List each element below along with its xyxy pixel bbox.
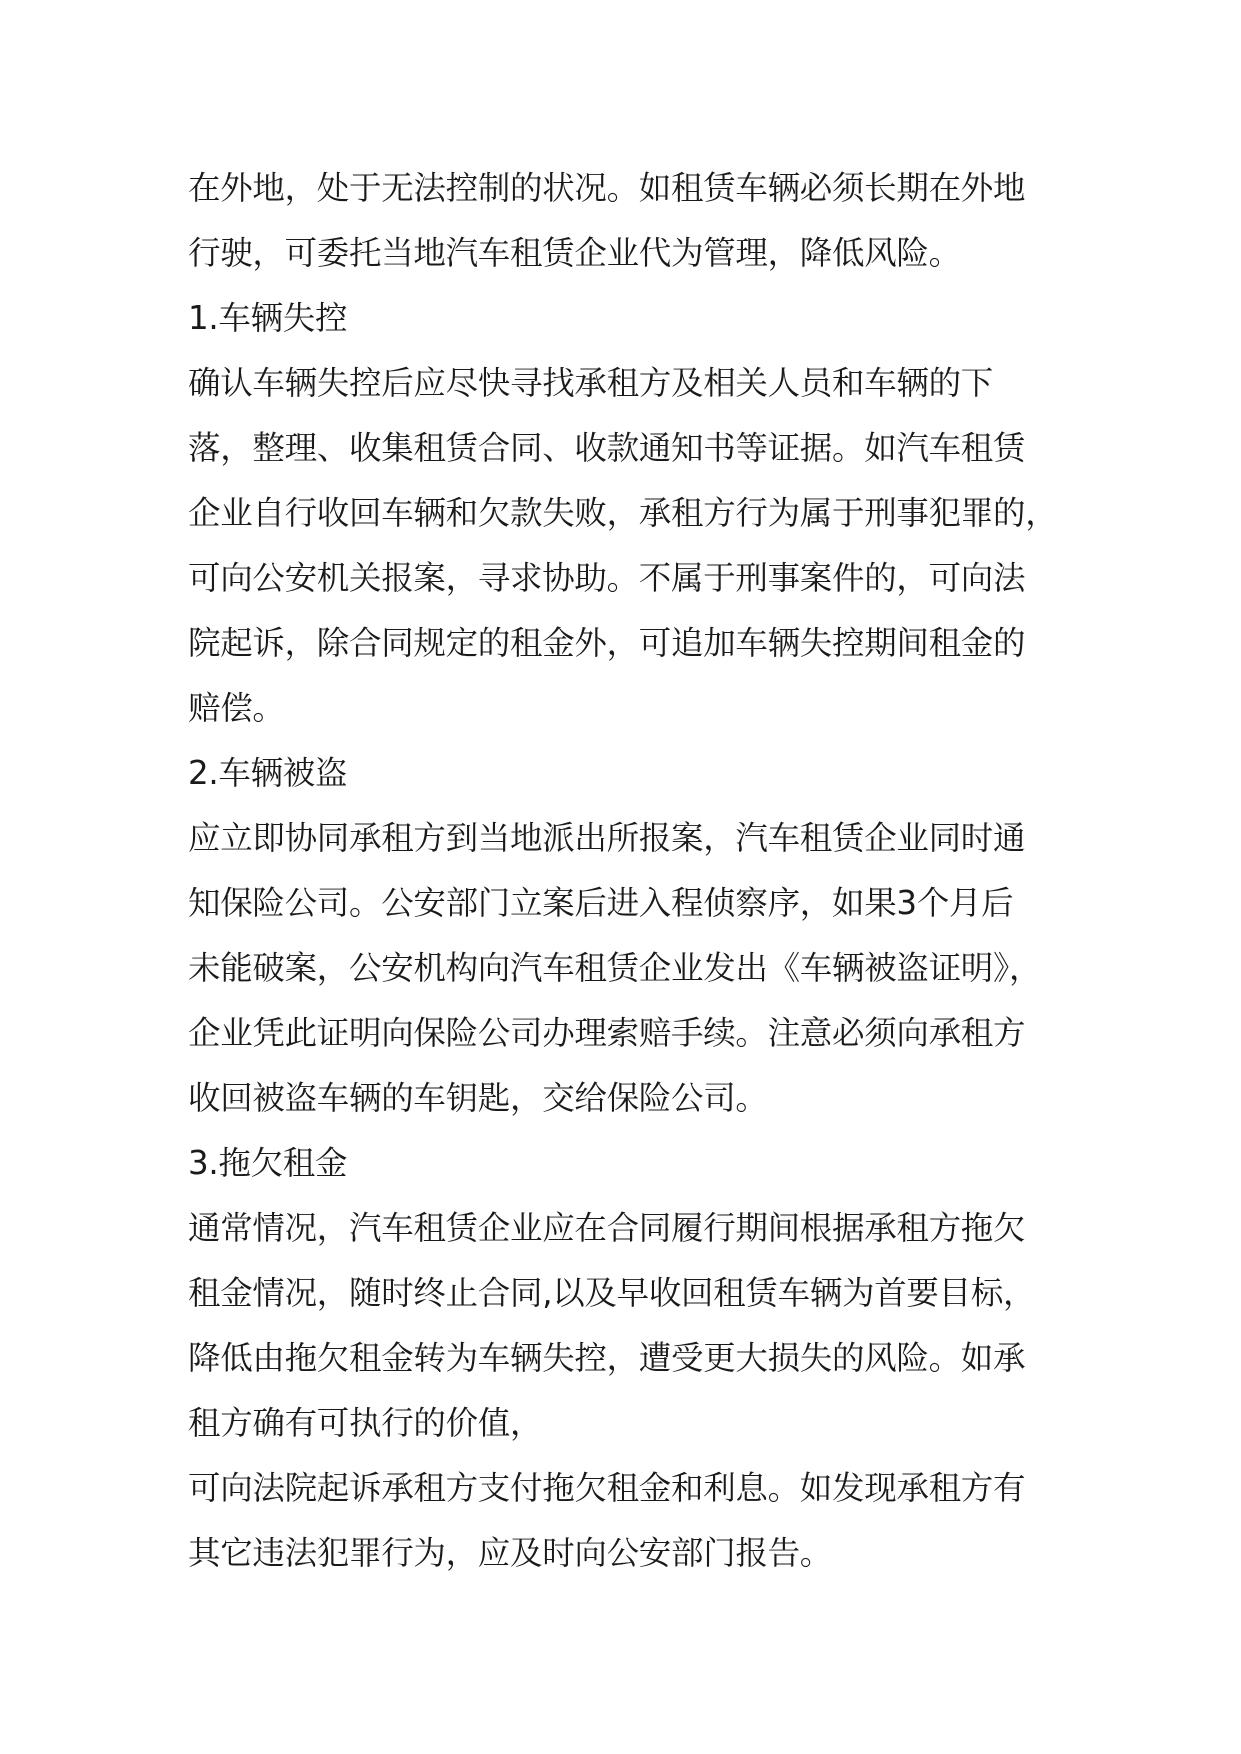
section-heading-overdue-rent: 3.拖欠租金 [188, 1144, 348, 1182]
text-line: 企业凭此证明向保险公司办理索赔手续。注意必须向承租方 [188, 1014, 1026, 1052]
text-line: 收回被盗车辆的车钥匙，交给保险公司。 [188, 1079, 768, 1117]
section-heading-vehicle-loss: 1.车辆失控 [188, 299, 348, 337]
text-line: 未能破案，公安机构向汽车租赁企业发出《车辆被盗证明》， [188, 949, 1042, 987]
text-line: 企业自行收回车辆和欠款失败，承租方行为属于刑事犯罪的， [188, 494, 1058, 532]
document-page [188, 156, 1068, 1586]
text-line: 降低由拖欠租金转为车辆失控，遭受更大损失的风险。如承 [188, 1339, 1026, 1377]
text-line: 可向公安机关报案，寻求协助。不属于刑事案件的，可向法 [188, 559, 1026, 597]
text-line: 确认车辆失控后应尽快寻找承租方及相关人员和车辆的下 [188, 364, 994, 402]
text-line: 应立即协同承租方到当地派出所报案，汽车租赁企业同时通 [188, 819, 1026, 857]
text-line: 租方确有可执行的价值， [188, 1404, 543, 1442]
text-line: 在外地，处于无法控制的状况。如租赁车辆必须长期在外地 [188, 169, 1026, 207]
text-line: 可向法院起诉承租方支付拖欠租金和利息。如发现承租方有 [188, 1469, 1026, 1507]
text-line: 知保险公司。公安部门立案后进入程侦察序，如果3个月后 [188, 884, 1014, 922]
section-heading-vehicle-theft: 2.车辆被盗 [188, 754, 348, 792]
text-line: 租金情况，随时终止合同,以及早收回租赁车辆为首要目标， [188, 1274, 1036, 1312]
text-line: 通常情况，汽车租赁企业应在合同履行期间根据承租方拖欠 [188, 1209, 1026, 1247]
text-line: 落，整理、收集租赁合同、收款通知书等证据。如汽车租赁 [188, 429, 1026, 467]
text-line: 赔偿。 [188, 689, 285, 727]
text-line: 其它违法犯罪行为，应及时向公安部门报告。 [188, 1534, 833, 1572]
text-line: 行驶，可委托当地汽车租赁企业代为管理，降低风险。 [188, 234, 961, 272]
text-line: 院起诉，除合同规定的租金外，可追加车辆失控期间租金的 [188, 624, 1026, 662]
